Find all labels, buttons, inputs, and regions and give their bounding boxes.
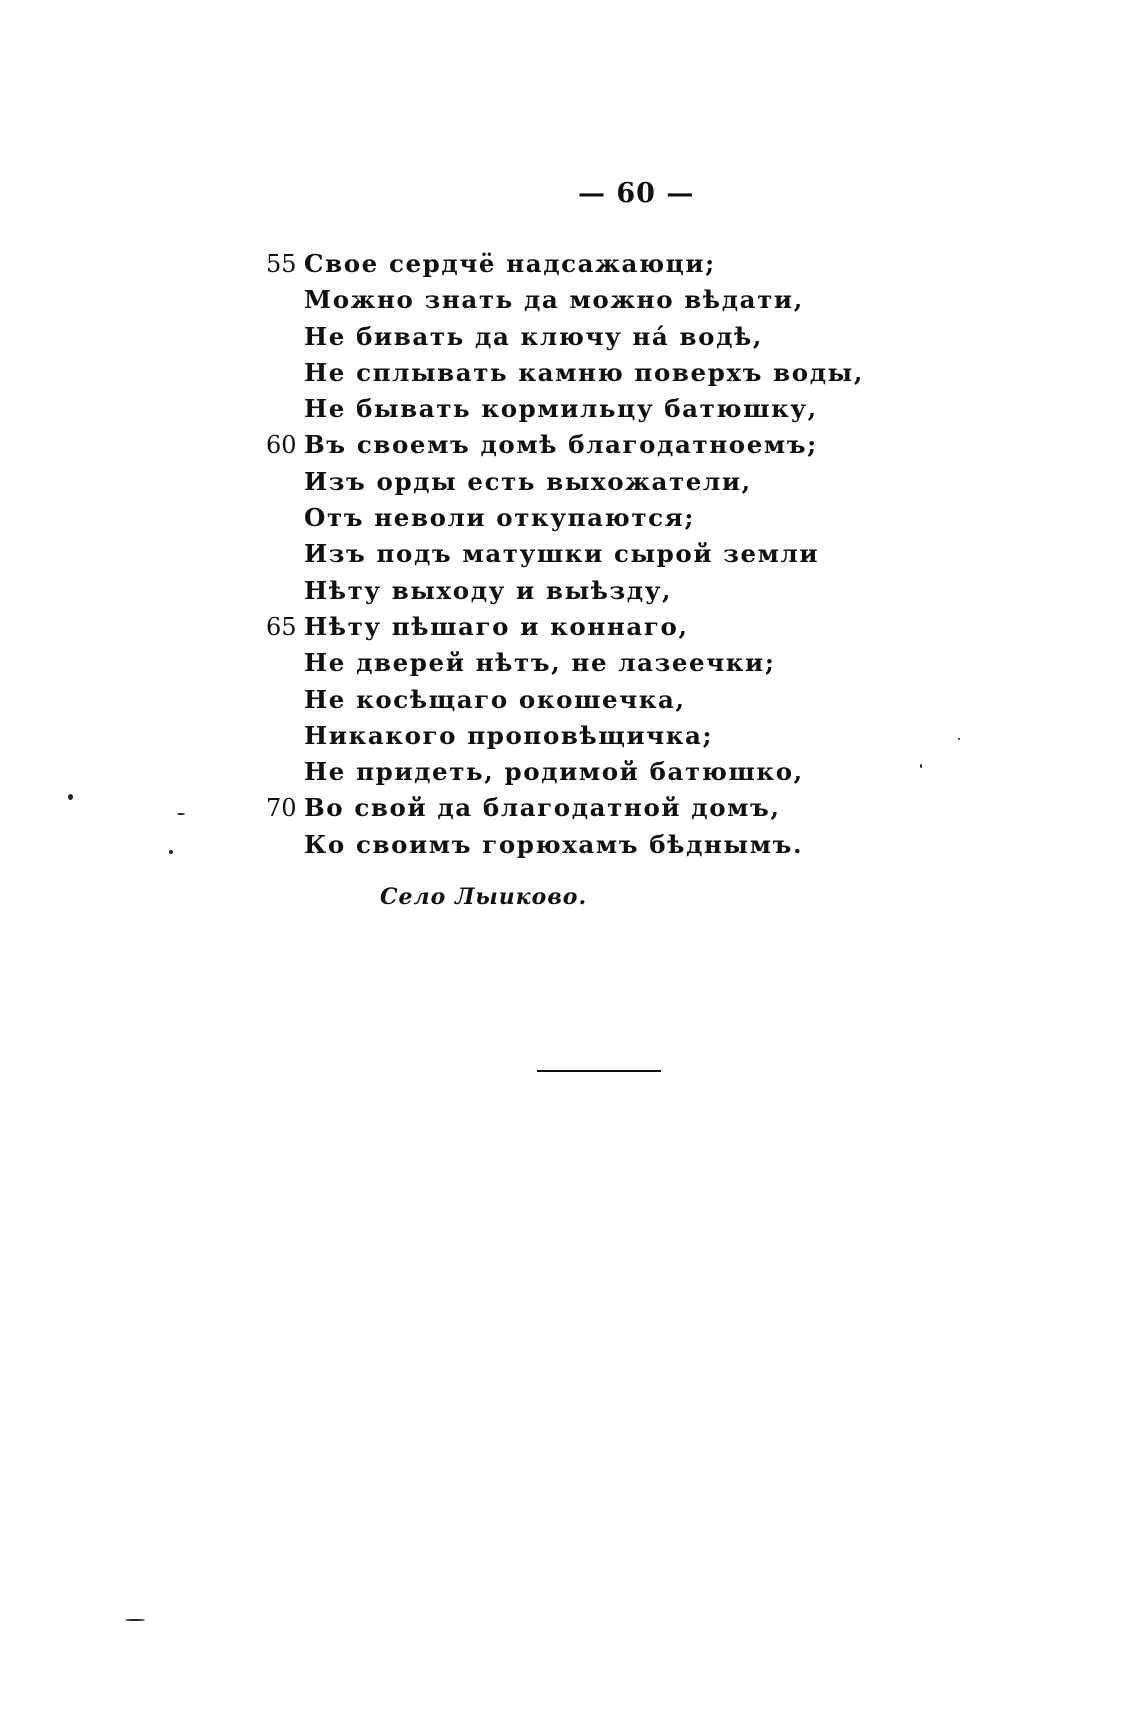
scan-speck (169, 850, 173, 854)
line-number: 60 (266, 431, 297, 460)
line-number: 55 (266, 250, 297, 278)
line-text: Никакого проповѣщичка; (304, 720, 714, 750)
scan-speck (958, 738, 960, 740)
line-text: Свое сердчё надсажаюци; (304, 249, 716, 278)
line-text: Не дверей нѣтъ, не лазеечки; (304, 648, 776, 678)
line-text: Нѣту пѣшаго и коннаго, (304, 611, 689, 641)
line-number: 65 (266, 612, 297, 641)
line-text: Не бывать кормильцу батюшку, (304, 394, 818, 424)
scan-speck (920, 764, 922, 768)
line-text: Отъ неволи откупаются; (304, 503, 695, 533)
scan-speck (177, 813, 185, 815)
line-text: Не бивать да ключу на́ водѣ, (304, 321, 763, 351)
line-text: Изъ подъ матушки сырой земли (304, 539, 820, 569)
line-text: Не сплывать камню поверхъ воды, (304, 357, 864, 387)
source-attribution: Село Лыиково. (380, 884, 588, 910)
line-text: Во свой да благодатной домъ, (304, 793, 781, 823)
line-text: Не придеть, родимой батюшко, (304, 757, 804, 787)
page-number: — 60 — (578, 178, 695, 209)
line-text: Не косѣщаго окошечка, (304, 684, 686, 714)
line-text: Въ своемъ домѣ благодатноемъ; (304, 430, 818, 460)
line-text: Можно знать да можно вѣдати, (304, 285, 804, 315)
line-number: 70 (266, 794, 297, 823)
end-divider (537, 1070, 661, 1072)
line-text: Ко своимъ горюхамъ бѣднымъ. (304, 829, 804, 859)
line-text: Изъ орды есть выхожатели, (304, 466, 752, 496)
scan-speck (125, 1619, 145, 1621)
line-text: Нѣту выходу и выѣзду, (304, 575, 673, 605)
scan-speck (68, 794, 73, 800)
